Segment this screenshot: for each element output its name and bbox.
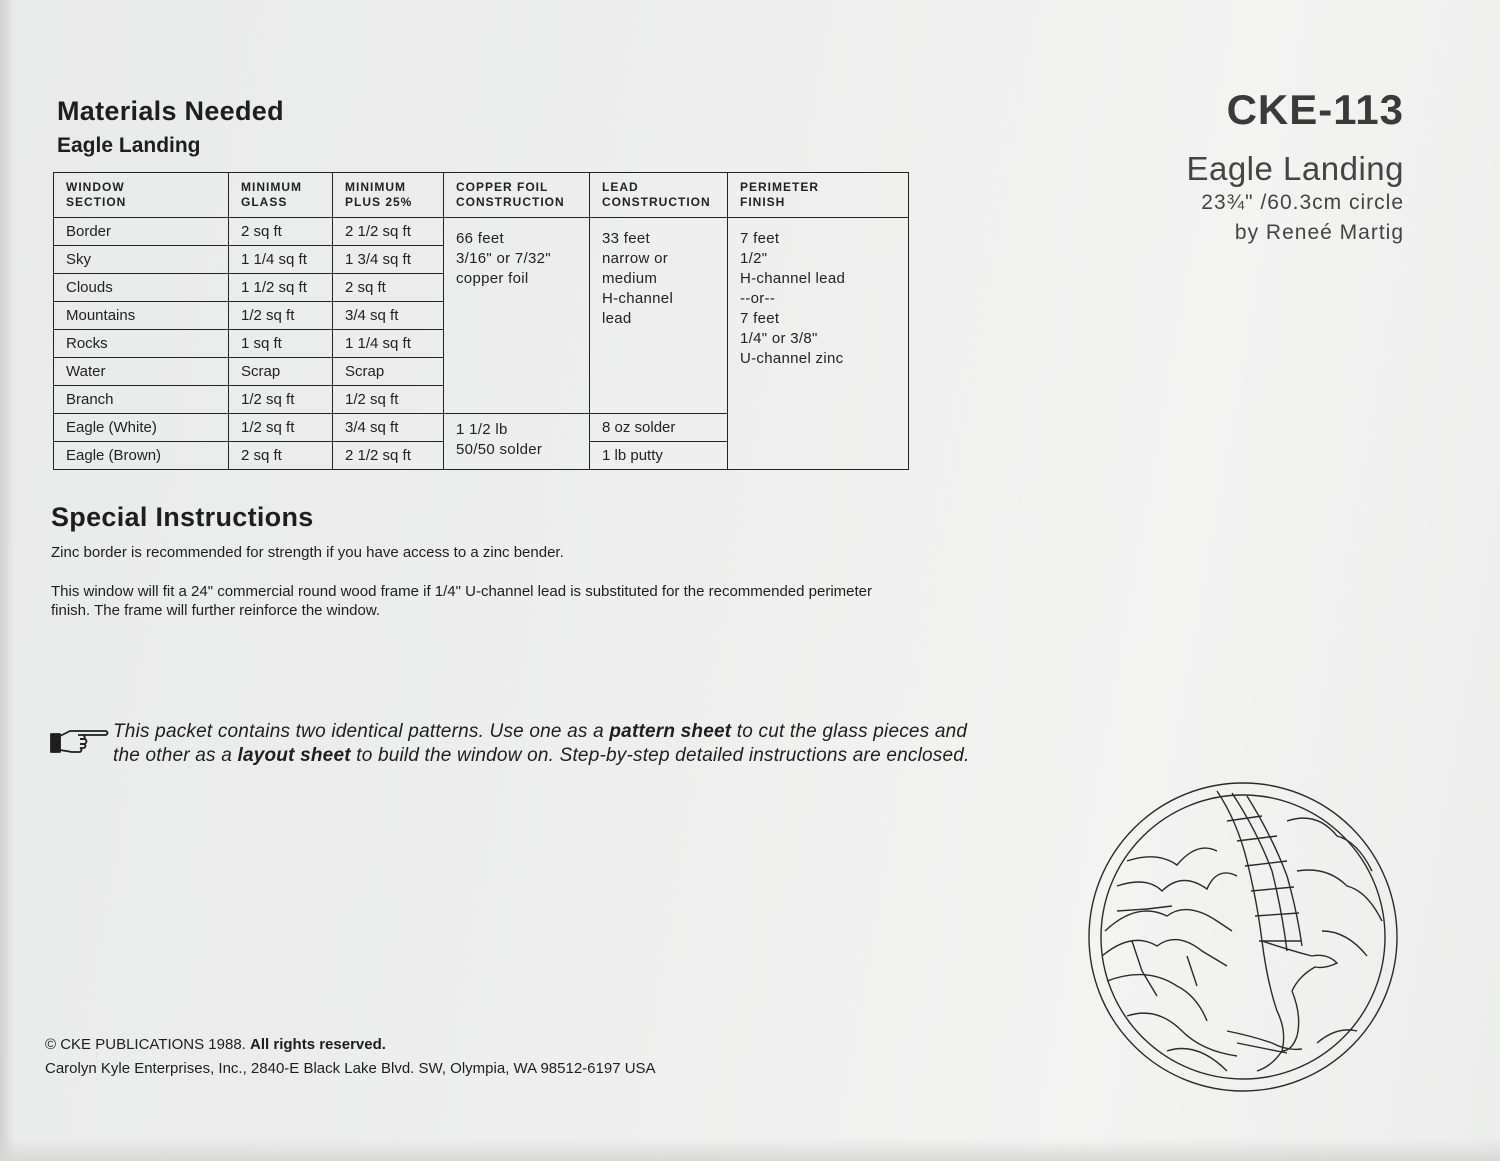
pointing-hand-icon [50, 725, 110, 755]
table-header-row [54, 173, 909, 218]
lead-amount: 33 feet narrow or medium H-channel lead [590, 218, 728, 414]
copper-foil-amount: 66 feet 3/16" or 7/32" copper foil [444, 218, 590, 414]
special-instructions-heading: Special Instructions [51, 502, 314, 532]
cell-section: Border [54, 218, 229, 246]
pattern-note: This packet contains two identical patterns. Use one as a pattern sheet to cut the glass pieces and the other as a layout sheet to build the window on. Step-by-step detailed instructions are enclosed. [113, 721, 970, 766]
cell-min-glass: 2 sq ft [229, 218, 333, 246]
cell-min-plus: Scrap [333, 358, 444, 386]
header-minimum-plus: MINIMUM PLUS 25% [333, 173, 444, 218]
lead-solder: 8 oz solder [590, 414, 728, 442]
cell-section: Water [54, 358, 229, 386]
cell-min-plus: 1 3/4 sq ft [333, 246, 444, 274]
lead-putty: 1 lb putty [590, 442, 728, 470]
special-instruction-2: This window will fit a 24" commercial round wood frame if 1/4" U-channel lead is substituted for the recommended perimeter finish. The frame will further reinforce the window. [51, 583, 873, 619]
cell-min-plus: 2 1/2 sq ft [333, 218, 444, 246]
product-code: CKE-113 [1226, 86, 1404, 133]
product-author: by Reneé Martig [1234, 221, 1404, 244]
cell-section: Eagle (White) [54, 414, 229, 442]
cell-min-glass: Scrap [229, 358, 333, 386]
materials-table [53, 172, 909, 470]
cell-min-plus: 2 1/2 sq ft [333, 442, 444, 470]
cell-min-glass: 1/2 sq ft [229, 414, 333, 442]
eagle-pattern-icon [1087, 781, 1399, 1093]
header-window-section: WINDOW SECTION [54, 173, 229, 218]
materials-heading: Materials Needed [57, 96, 284, 126]
cell-min-glass: 1/2 sq ft [229, 386, 333, 414]
page-edge-shadow [0, 0, 14, 1161]
cell-min-glass: 1 1/2 sq ft [229, 274, 333, 302]
cell-min-glass: 1 1/4 sq ft [229, 246, 333, 274]
layout-sheet-term: layout sheet [237, 745, 351, 766]
header-lead: LEAD CONSTRUCTION [590, 173, 728, 218]
cell-section: Mountains [54, 302, 229, 330]
cell-section: Eagle (Brown) [54, 442, 229, 470]
cell-section: Branch [54, 386, 229, 414]
special-instruction-1: Zinc border is recommended for strength if you have access to a zinc bender. [51, 544, 564, 561]
product-title: Eagle Landing [1186, 150, 1404, 187]
pattern-subtitle: Eagle Landing [57, 134, 201, 157]
cell-min-plus: 1 1/4 sq ft [333, 330, 444, 358]
header-perimeter: PERIMETER FINISH [728, 173, 909, 218]
perimeter-finish: 7 feet 1/2" H-channel lead --or-- 7 feet 1/4" or 3/8" U-channel zinc [728, 218, 909, 470]
pattern-sheet-term: pattern sheet [609, 721, 732, 742]
cell-min-plus: 2 sq ft [333, 274, 444, 302]
cell-section: Rocks [54, 330, 229, 358]
cell-section: Clouds [54, 274, 229, 302]
cell-min-plus: 3/4 sq ft [333, 414, 444, 442]
product-size: 23¾" /60.3cm circle [1201, 191, 1404, 214]
publisher-address: Carolyn Kyle Enterprises, Inc., 2840-E Black Lake Blvd. SW, Olympia, WA 98512-6197 USA [45, 1060, 656, 1077]
header-minimum-glass: MINIMUM GLASS [229, 173, 333, 218]
table-row [54, 218, 909, 246]
cell-min-plus: 1/2 sq ft [333, 386, 444, 414]
cell-section: Sky [54, 246, 229, 274]
cell-min-glass: 2 sq ft [229, 442, 333, 470]
copper-solder: 1 1/2 lb 50/50 solder [444, 414, 590, 470]
cell-min-glass: 1/2 sq ft [229, 302, 333, 330]
copyright-line: © CKE PUBLICATIONS 1988. All rights reserved. [45, 1036, 386, 1053]
cell-min-glass: 1 sq ft [229, 330, 333, 358]
page-bottom-edge [0, 1139, 1500, 1161]
header-copper-foil: COPPER FOIL CONSTRUCTION [444, 173, 590, 218]
cell-min-plus: 3/4 sq ft [333, 302, 444, 330]
